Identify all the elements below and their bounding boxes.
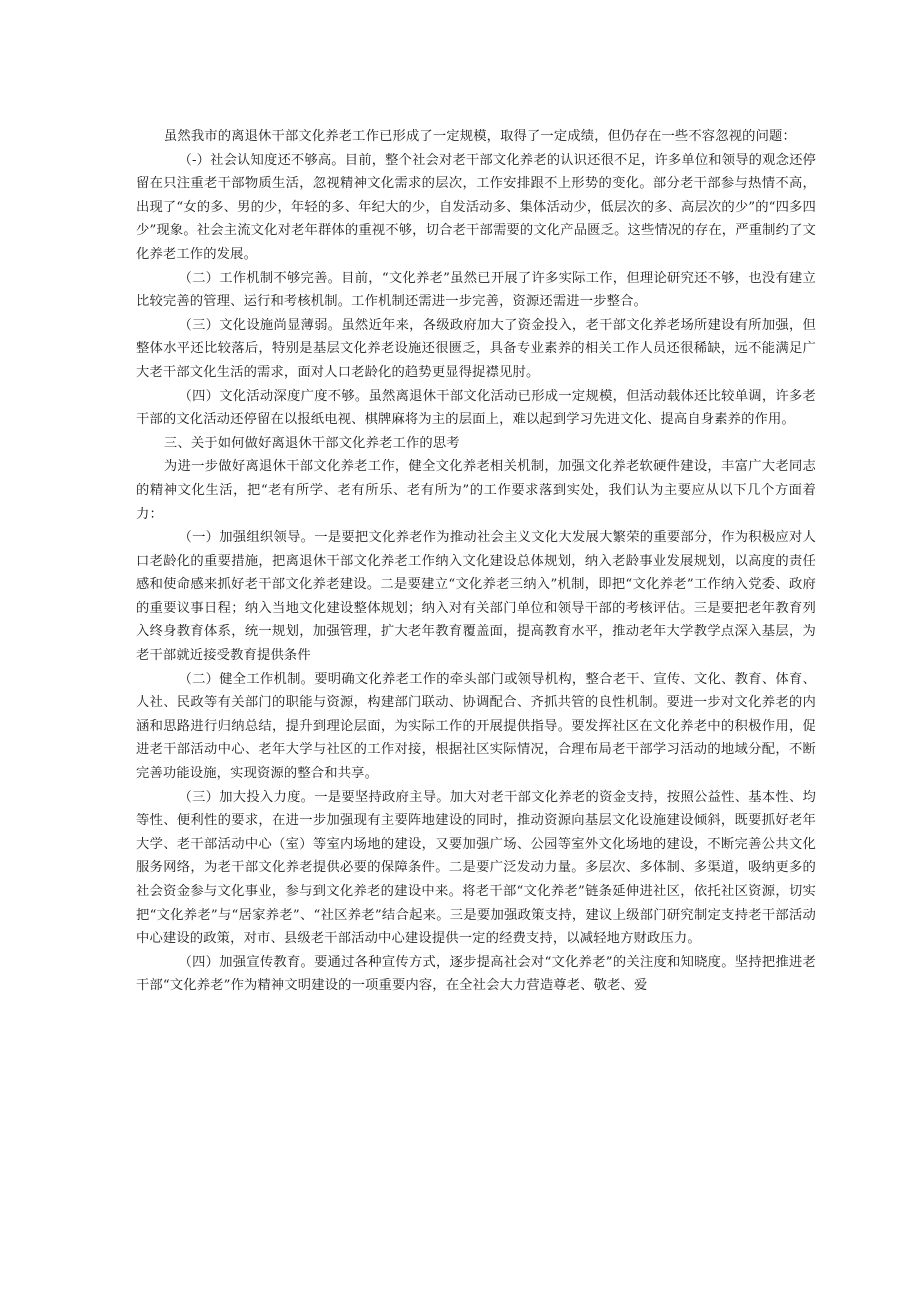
paragraph-measure-1: （一）加强组织领导。一是要把文化养老作为推动社会主义文化大发展大繁荣的重要部分，作为积极应对人口老龄化的重要措施，把离退休干部文化养老工作纳入文化建设总体规划，纳入老龄事业发展规划，以高度的责任感和使命感来抓好老干部文化养老建设。二是要建立“文化养老三纳入”机制，即把“文化养老”工作纳入党委、政府的重要议事日程；纳入当地文化建设整体规划；纳入对有关部门单位和领导干部的考核评估。三是要把老年教育列入终身教育体系，统一规划，加强管理，扩大老年教育覆盖面，提高教育水平，推动老年大学教学点深入基层，为老干部就近接受教育提供条件 [136,530,816,664]
paragraph-measure-4: （四）加强宣传教育。要通过各种宣传方式，逐步提高社会对“文化养老”的关注度和知晓度。坚持把推进老干部“文化养老”作为精神文明建设的一项重要内容，在全社会大力营造尊老、敬老、爱 [136,954,816,994]
section-heading-3: 三、关于如何做好离退休干部文化养老工作的思考 [163,435,460,451]
paragraph-issue-3: （三）文化设施尚显薄弱。虽然近年来，各级政府加大了资金投入，老干部文化养老场所建设有所加强，但整体水平还比较落后，特别是基层文化养老设施还很匮乏，具备专业素养的相关工作人员还很稀缺，远不能满足广大老干部文化生活的需求，面对人口老龄化的趋势更显得捉襟见肘。 [136,317,816,380]
paragraph-intro: 虽然我市的离退休干部文化养老工作已形成了一定规模，取得了一定成绩，但仍存在一些不容忽视的问题： [163,129,796,144]
paragraph-measure-2: （二）健全工作机制。要明确文化养老工作的牵头部门或领导机构，整合老干、宣传、文化、教育、体育、人社、民政等有关部门的职能与资源，构建部门联动、协调配合、齐抓共管的良性机制。要进一步对文化养老的内涵和思路进行归纳总结，提升到理论层面，为实际工作的开展提供指导。要发挥社区在文化养老中的积极作用，促进老干部活动中心、老年大学与社区的工作对接，根据社区实际情况，合理布局老干部学习活动的地域分配，不断完善功能设施，实现资源的整合和共享。 [136,671,816,782]
paragraph-issue-1: （-）社会认知度还不够高。目前，整个社会对老干部文化养老的认识还很不足，许多单位和领导的观念还停留在只注重老干部物质生活，忽视精神文化需求的层次，工作安排跟不上形势的变化。部分老干部参与热情不高，出现了“女的多、男的少，年轻的多、年纪大的少，自发活动多、集体活动少，低层次的多、高层次的少”的“四多四少”现象。社会主流文化对老年群体的重视不够，切合老干部需要的文化产品匮乏。这些情况的存在，严重制约了文化养老工作的发展。 [136,152,816,262]
document-body [136,125,816,998]
paragraph-measure-3: （三）加大投入力度。一是要坚持政府主导。加大对老干部文化养老的资金支持，按照公益性、基本性、均等性、便利性的要求，在进一步加强现有主要阵地建设的同时，推动资源向基层文化设施建设倾斜，既要抓好老年大学、老干部活动中心（室）等室内场地的建设，又要加强广场、公园等室外文化场地的建设，不断完善公共文化服务网络，为老干部文化养老提供必要的保障条件。二是要广泛发动力量。多层次、多体制、多渠道，吸纳更多的社会资金参与文化事业，参与到文化养老的建设中来。将老干部“文化养老”链条延伸进社区，依托社区资源，切实把“文化养老”与“居家养老”、“社区养老”结合起来。三是要加强政策支持，建议上级部门研究制定支持老干部活动中心建设的政策，对市、县级老干部活动中心建设提供一定的经费支持，以减轻地方财政压力。 [136,789,816,947]
paragraph-issue-4: （四）文化活动深度广度不够。虽然离退休干部文化活动已形成一定规模，但活动载体还比较单调，许多老干部的文化活动还停留在以报纸电视、棋牌麻将为主的层面上，难以起到学习先进文化、提高自身素养的作用。 [136,388,816,428]
paragraph-section-intro: 为进一步做好离退休干部文化养老工作，健全文化养老相关机制，加强文化养老软硬件建设，丰富广大老同志的精神文化生活，把“老有所学、老有所乐、老有所为”的工作要求落到实处，我们认为主要应从以下几个方面着力： [136,459,816,522]
paragraph-issue-2: （二）工作机制不够完善。目前，“文化养老”虽然已开展了许多实际工作，但理论研究还不够，也没有建立比较完善的管理、运行和考核机制。工作机制还需进一步完善，资源还需进一步整合。 [136,270,816,310]
